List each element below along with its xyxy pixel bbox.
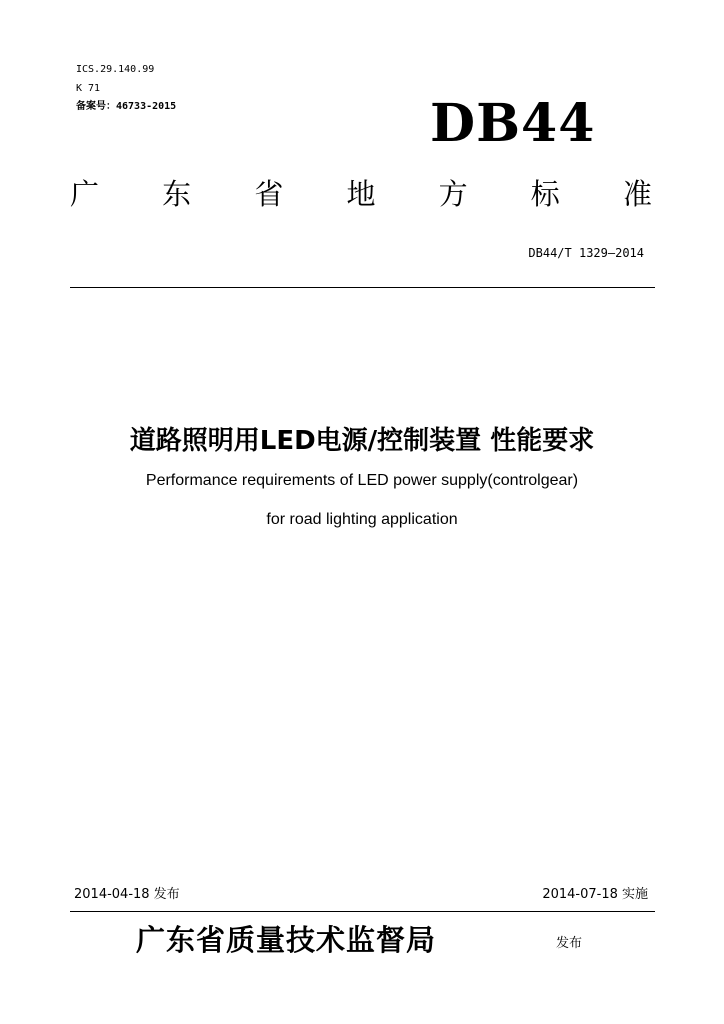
record-number: 备案号：46733-2015 <box>76 101 177 112</box>
document-title-en-line1: Performance requirements of LED power supply(controlgear) <box>145 472 579 489</box>
publish-date: 2014-04-18 发布 <box>74 887 180 902</box>
standard-number: DB44/T 1329—2014 <box>528 246 644 260</box>
ccs-code: K 71 <box>76 83 101 94</box>
standard-type-char: 地 <box>346 177 376 211</box>
standard-type-char: 东 <box>162 177 192 211</box>
standard-type-char: 省 <box>254 177 284 211</box>
effective-date: 2014-07-18 实施 <box>542 887 648 902</box>
issue-label: 发布 <box>556 936 583 951</box>
standard-type-title <box>70 176 652 212</box>
db-code: DB44 <box>430 93 596 154</box>
header-divider <box>70 287 655 288</box>
standard-type-char: 广 <box>70 177 100 211</box>
footer-divider <box>70 911 655 912</box>
document-title-cn: 道路照明用LED电源/控制装置 性能要求 <box>129 426 595 456</box>
ics-code: ICS.29.140.99 <box>76 64 155 75</box>
issuing-authority: 广东省质量技术监督局 <box>136 923 437 957</box>
standard-type-char: 准 <box>622 177 652 211</box>
standard-type-char: 标 <box>530 177 560 211</box>
document-title-en-line2: for road lighting application <box>266 511 458 528</box>
standard-type-char: 方 <box>438 177 468 211</box>
